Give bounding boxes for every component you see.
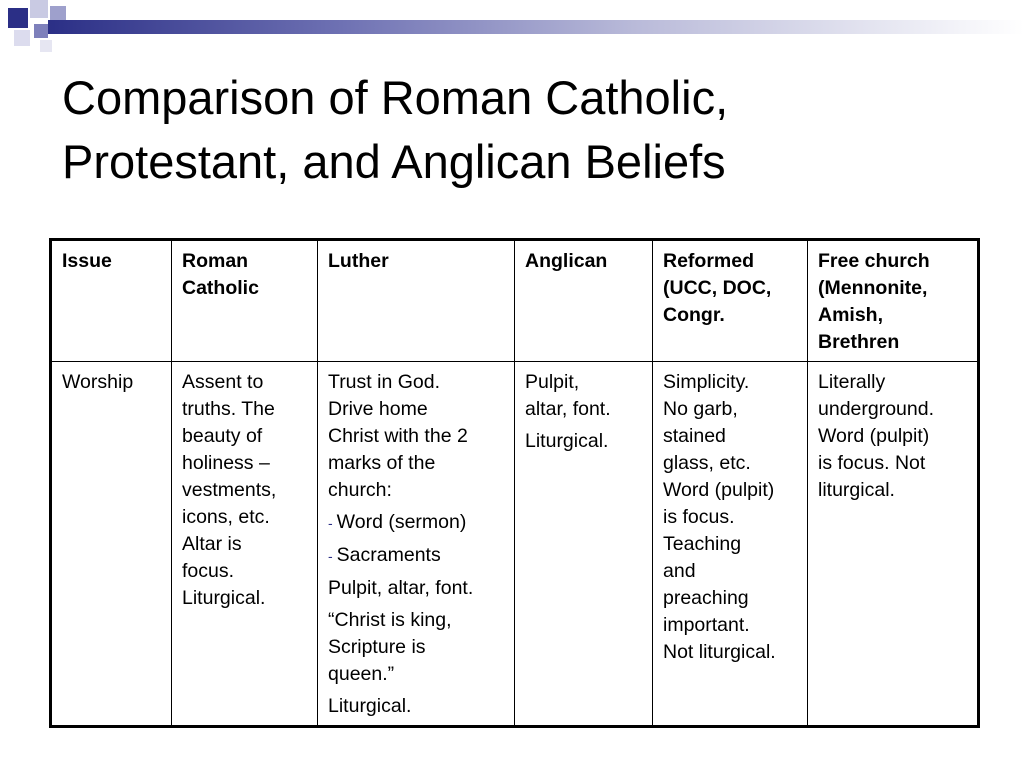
header-free-church: Free church (Mennonite, Amish, Brethren (808, 240, 979, 362)
header-anglican: Anglican (515, 240, 653, 362)
dash-bullet-icon: - (328, 548, 333, 564)
cell-issue: Worship (51, 362, 172, 727)
decor-square (8, 8, 28, 28)
luther-bullet: - Word (sermon) (328, 511, 467, 533)
header-issue: Issue (51, 240, 172, 362)
cell-reformed: Simplicity. No garb, stained glass, etc. Word (pulpit) is focus. Teaching and preaching important. Not liturgical. (653, 362, 808, 727)
luther-bullet: - Sacraments (328, 544, 441, 566)
luther-quote: “Christ is king, Scripture is queen.” (328, 609, 452, 685)
decor-square (30, 0, 48, 18)
decor-square (34, 24, 48, 38)
luther-intro: Trust in God. Drive home Christ with the 2 marks of the church: (328, 371, 468, 501)
header-reformed: Reformed (UCC, DOC, Congr. (653, 240, 808, 362)
decor-square (40, 40, 52, 52)
decor-square (14, 30, 30, 46)
header-luther: Luther (318, 240, 515, 362)
anglican-paragraph: Pulpit, altar, font. (525, 371, 611, 420)
cell-free-church: Literally underground. Word (pulpit) is focus. Not liturgical. (808, 362, 979, 727)
luther-paragraph: Liturgical. (328, 695, 412, 717)
title-line: Protestant, and Anglican Beliefs (62, 135, 726, 188)
cell-luther (318, 362, 515, 727)
header-row (51, 240, 979, 362)
title-line: Comparison of Roman Catholic, (62, 71, 729, 124)
comparison-table (49, 238, 980, 728)
luther-paragraph: Pulpit, altar, font. (328, 577, 474, 599)
cell-roman-catholic: Assent to truths. The beauty of holiness – vestments, icons, etc. Altar is focus. Liturgical. (172, 362, 318, 727)
dash-bullet-icon: - (328, 515, 333, 531)
slide-title (62, 66, 962, 194)
header-band (48, 20, 1024, 34)
anglican-paragraph: Liturgical. (525, 430, 609, 452)
table-row (51, 362, 979, 727)
header-roman-catholic: Roman Catholic (172, 240, 318, 362)
cell-anglican (515, 362, 653, 727)
